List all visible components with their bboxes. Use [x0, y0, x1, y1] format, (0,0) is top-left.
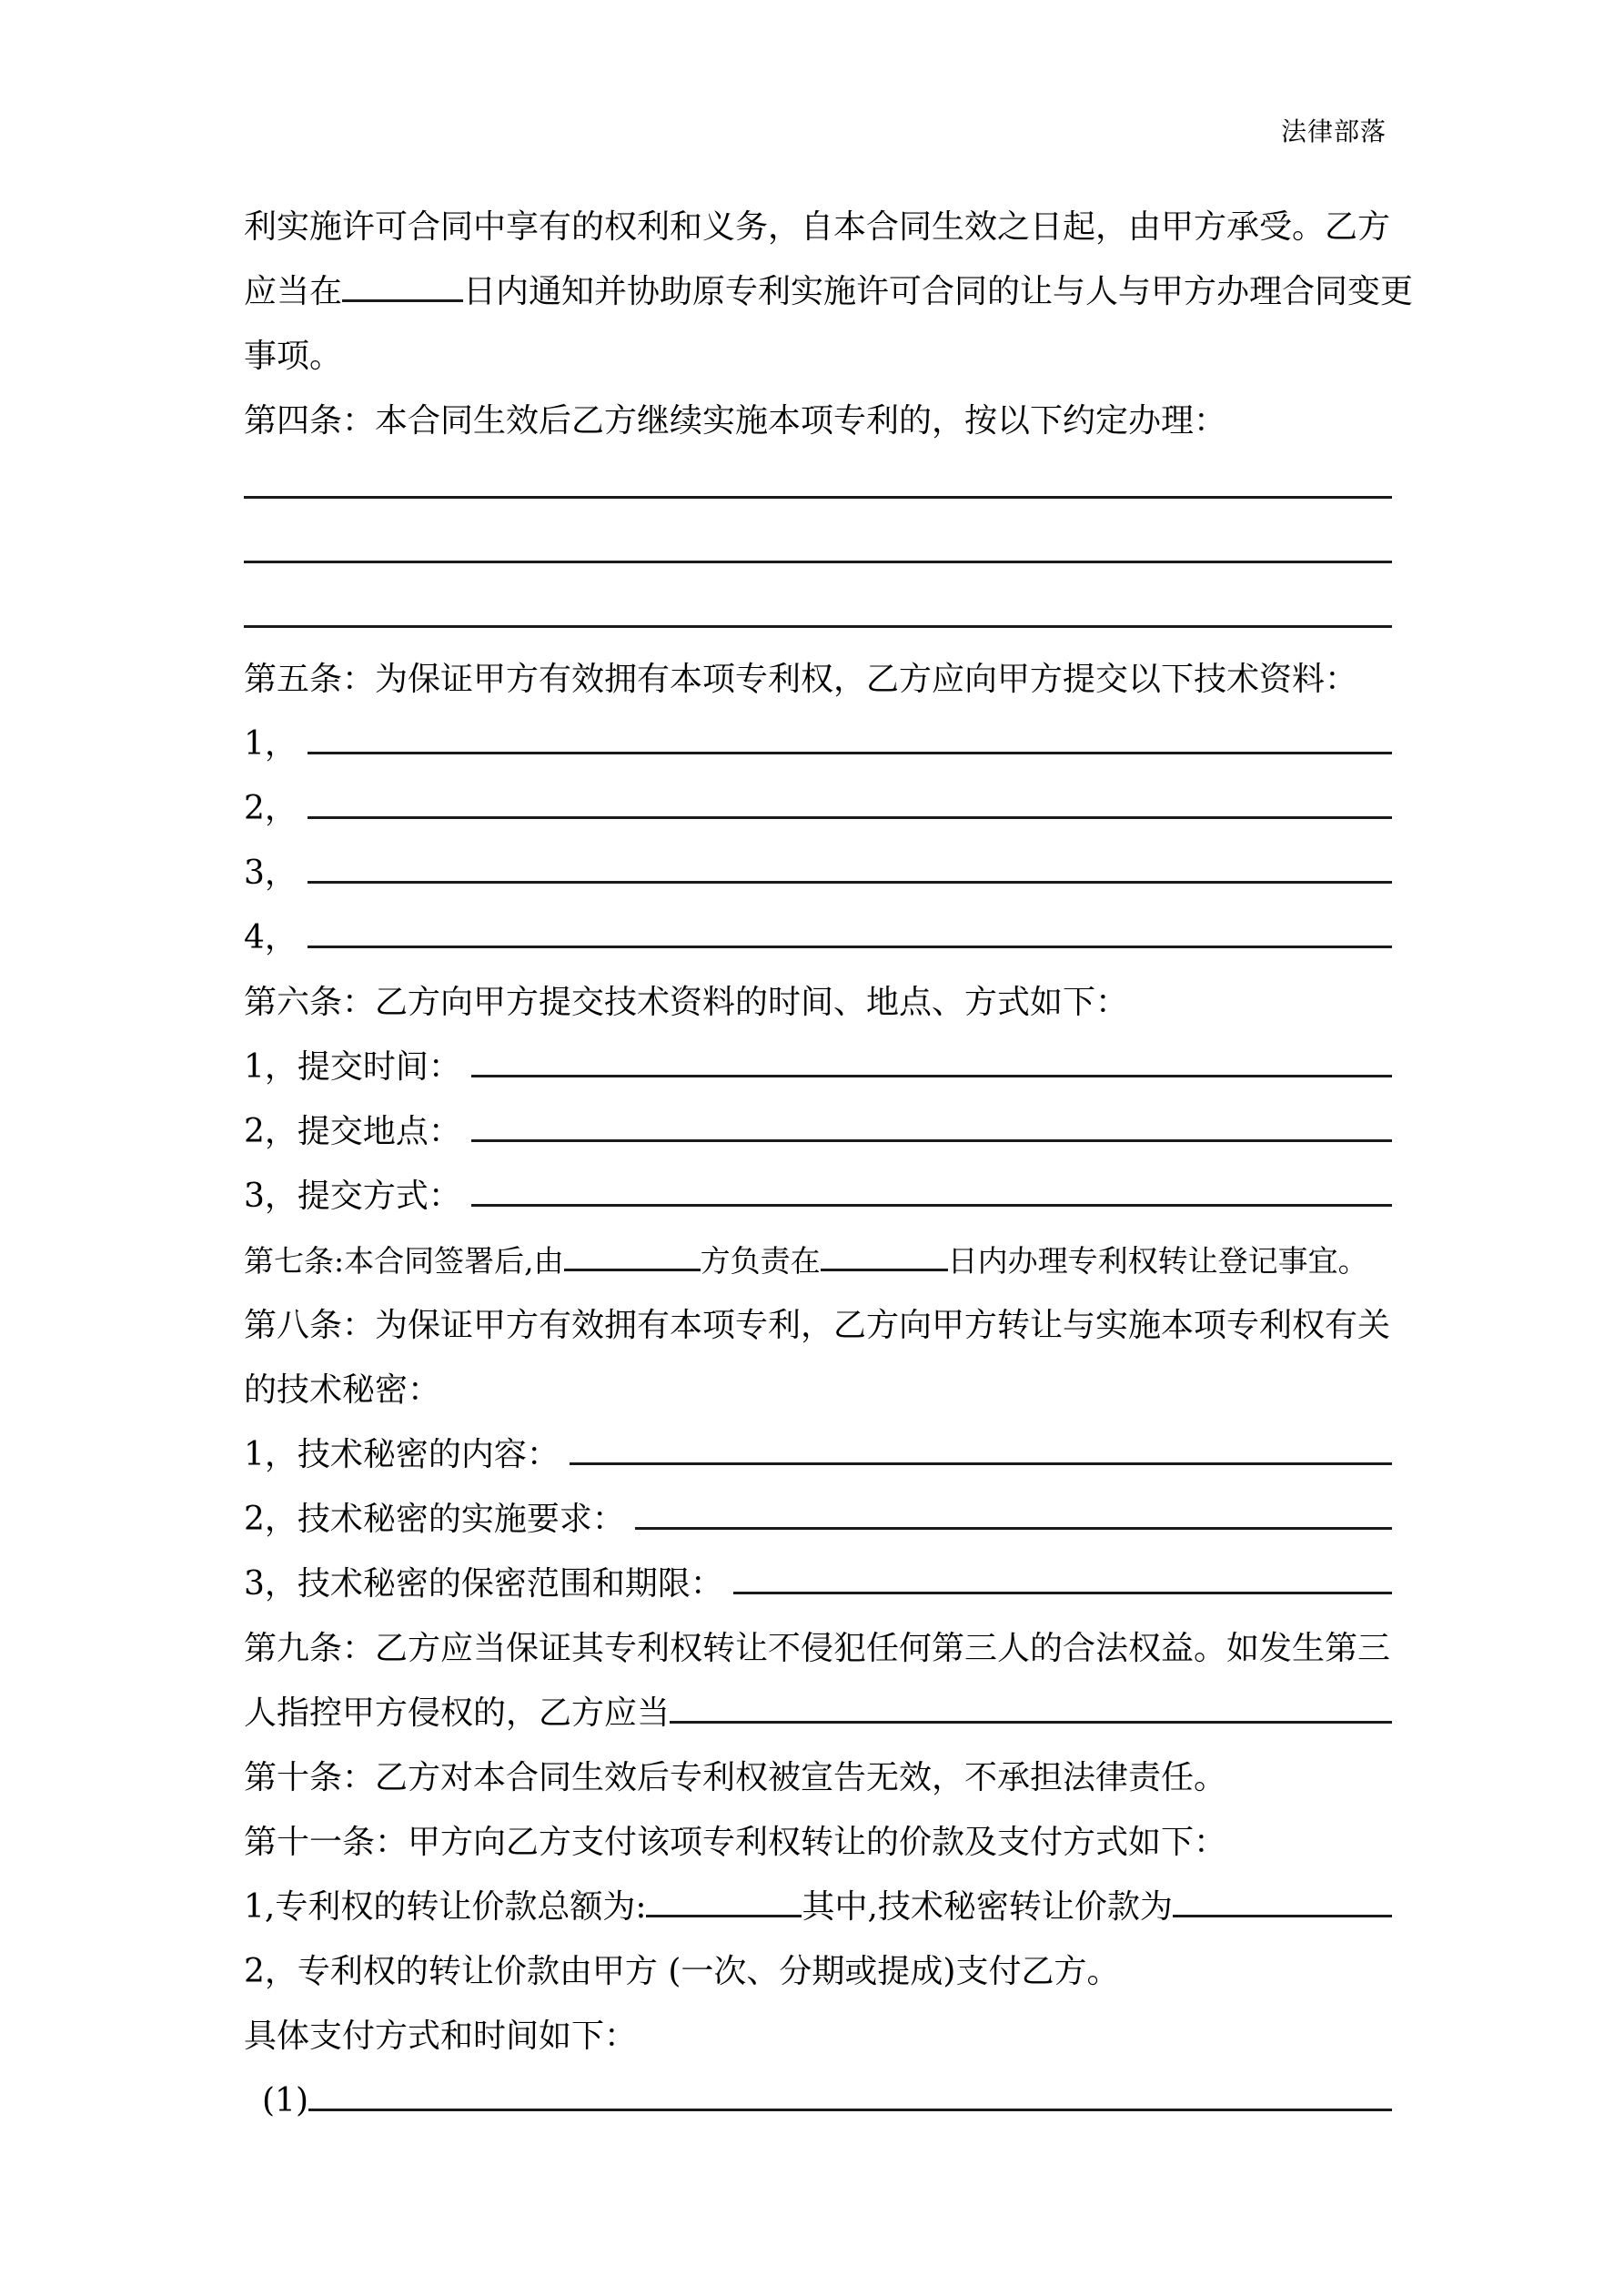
clause-11-payment-item-1-text: (1) [262, 2082, 308, 2119]
clause-4-blank-line-3 [244, 582, 1392, 647]
clause-9-line-2 [244, 1681, 1392, 1745]
clause-5-item-2-text: 2， [244, 790, 308, 827]
clause-8-item-1-underline-blank [570, 1462, 1392, 1465]
clause-6-item-3-underline-blank [471, 1204, 1392, 1207]
clause-4-heading-text: 第四条：本合同生效后乙方继续实施本项专利的，按以下约定办理： [244, 402, 1227, 440]
clause-5-item-4-text: 4， [244, 919, 308, 956]
clause-8-item-2-text: 2，技术秘密的实施要求： [244, 1501, 636, 1538]
clause-11-item-2-text: 2，专利权的转让价款由甲方 (一次、分期或提成)支付乙方。 [244, 1953, 1120, 1990]
clause-3-continuation-line-2 [244, 259, 1414, 324]
clause-7-text: 方负责在 [700, 1243, 821, 1279]
clause-5-item-2-underline-blank [308, 816, 1392, 819]
clause-8-line-1 [244, 1293, 1392, 1358]
clause-4-heading [244, 389, 1392, 453]
clause-3-continuation-line-1-text: 利实施许可合同中享有的权利和义务，自本合同生效之日起，由甲方承受。乙方 [244, 208, 1391, 246]
clause-10-text: 第十条：乙方对本合同生效后专利权被宣告无效，不承担法律责任。 [244, 1759, 1227, 1796]
clause-5-item-1-text: 1， [244, 725, 308, 763]
clause-6-item-1-text: 1，提交时间： [244, 1048, 472, 1086]
clause-8-item-2 [244, 1487, 1392, 1552]
clause-8-line-1-text: 第八条：为保证甲方有效拥有本项专利，乙方向甲方转让与实施本项专利权有关 [244, 1307, 1391, 1344]
clause-4-blank-line-2-underline-blank [244, 561, 1392, 563]
clause-11-item-1-underline-blank [646, 1915, 802, 1917]
clause-5-heading [244, 647, 1392, 712]
clause-6-item-1 [244, 1035, 1392, 1099]
clause-8-item-1-text: 1，技术秘密的内容： [244, 1436, 570, 1473]
brand-header: 法律部落 [1281, 116, 1387, 147]
clause-7-underline-blank [821, 1269, 948, 1271]
contract-page-body [244, 195, 1414, 2133]
clause-11-item-1-text: 1,专利权的转让价款总额为: [244, 1888, 647, 1926]
clause-8-item-3-text: 3，技术秘密的保密范围和期限： [244, 1565, 734, 1603]
clause-8-item-3 [244, 1552, 1392, 1616]
clause-11-heading-text: 第十一条：甲方向乙方支付该项专利权转让的价款及支付方式如下： [244, 1824, 1227, 1861]
clause-11-item-1-underline-blank [1173, 1915, 1392, 1917]
clause-5-item-3-text: 3， [244, 855, 308, 892]
clause-9-line-1 [244, 1616, 1392, 1681]
clause-3-continuation-line-1 [244, 195, 1392, 259]
clause-6-item-2-underline-blank [471, 1139, 1392, 1142]
clause-11-heading [244, 1810, 1392, 1875]
clause-11-payment-note [244, 2004, 1392, 2068]
clause-6-item-3-text: 3，提交方式： [244, 1178, 472, 1215]
clause-3-continuation-line-2-text: 日内通知并协助原专利实施许可合同的让与人与甲方办理合同变更 [463, 273, 1414, 310]
clause-5-heading-text: 第五条：为保证甲方有效拥有本项专利权，乙方应向甲方提交以下技术资料： [244, 661, 1358, 698]
clause-5-item-4-underline-blank [308, 946, 1392, 948]
clause-8-line-2-text: 的技术秘密： [244, 1371, 441, 1409]
clause-8-item-2-underline-blank [635, 1527, 1392, 1530]
clause-5-item-1 [244, 712, 1392, 776]
clause-11-item-1-text: 其中,技术秘密转让价款为 [802, 1888, 1173, 1926]
clause-11-payment-item-1 [244, 2068, 1392, 2133]
clause-4-blank-line-2 [244, 518, 1392, 582]
clause-6-heading-text: 第六条：乙方向甲方提交技术资料的时间、地点、方式如下： [244, 984, 1129, 1021]
clause-5-item-4 [244, 905, 1392, 970]
clause-6-heading [244, 970, 1392, 1035]
clause-5-item-3-underline-blank [308, 881, 1392, 884]
clause-7 [244, 1229, 1392, 1293]
clause-8-line-2 [244, 1358, 1392, 1422]
clause-11-payment-note-text: 具体支付方式和时间如下： [244, 2018, 638, 2055]
clause-9-line-2-text: 人指控甲方侵权的，乙方应当 [244, 1694, 671, 1732]
clause-3-continuation-line-3 [244, 324, 1392, 389]
clause-11-item-2 [244, 1939, 1392, 2004]
clause-7-text: 第七条:本合同签署后,由 [244, 1243, 564, 1279]
clause-3-continuation-line-2-underline-blank [342, 299, 463, 302]
clause-9-line-1-text: 第九条：乙方应当保证其专利权转让不侵犯任何第三人的合法权益。如发生第三 [244, 1630, 1391, 1667]
clause-4-blank-line-1 [244, 453, 1392, 518]
clause-8-item-1 [244, 1422, 1392, 1487]
clause-4-blank-line-3-underline-blank [244, 625, 1392, 628]
clause-4-blank-line-1-underline-blank [244, 496, 1392, 499]
clause-7-text: 日内办理专利权转让登记事宜。 [947, 1243, 1368, 1279]
clause-8-item-3-underline-blank [733, 1592, 1392, 1594]
clause-9-line-2-underline-blank [670, 1721, 1392, 1724]
clause-6-item-2 [244, 1099, 1392, 1164]
clause-6-item-2-text: 2，提交地点： [244, 1113, 472, 1150]
clause-5-item-2 [244, 776, 1392, 841]
clause-6-item-3 [244, 1164, 1392, 1229]
clause-7-underline-blank [564, 1269, 701, 1271]
clause-5-item-3 [244, 841, 1392, 905]
clause-10 [244, 1745, 1392, 1810]
clause-3-continuation-line-2-text: 应当在 [244, 273, 343, 310]
clause-11-item-1 [244, 1875, 1392, 1939]
clause-6-item-1-underline-blank [471, 1075, 1392, 1077]
clause-3-continuation-line-3-text: 事项。 [244, 338, 343, 375]
clause-11-payment-item-1-underline-blank [308, 2109, 1392, 2111]
clause-5-item-1-underline-blank [308, 752, 1392, 754]
